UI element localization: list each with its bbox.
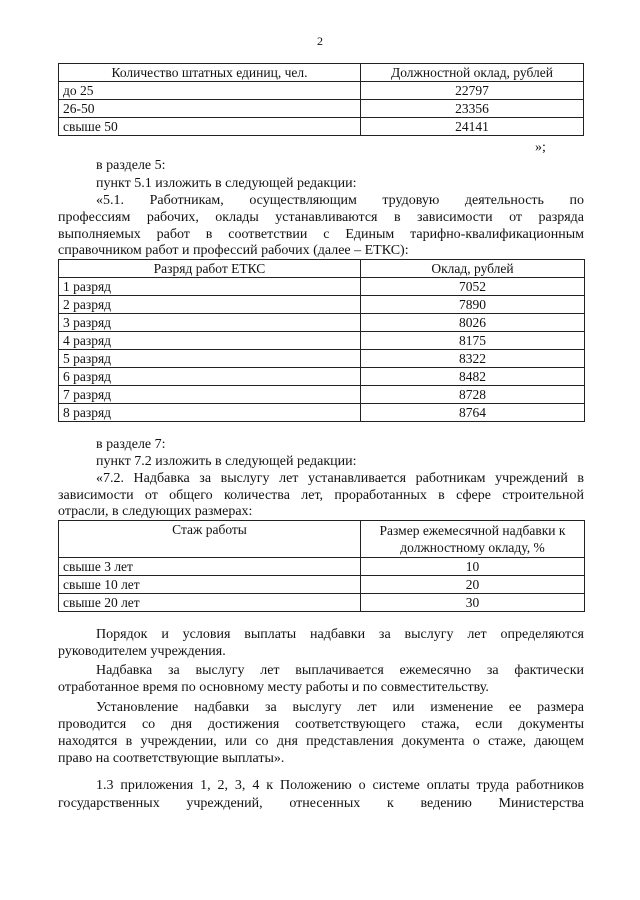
- table-row: [59, 314, 585, 332]
- table-row: [59, 404, 585, 422]
- column-header: Разряд работ ЕТКС: [59, 260, 361, 278]
- table-cell: 8 разряд: [59, 404, 361, 422]
- table-cell: 7890: [361, 296, 585, 314]
- table-cell: 5 разряд: [59, 350, 361, 368]
- paragraph-line: руководителем учреждения.: [58, 644, 226, 659]
- etks-salary-table: [58, 259, 585, 422]
- table-cell: 2 разряд: [59, 296, 361, 314]
- table-cell: 23356: [361, 100, 584, 118]
- table-cell: 26-50: [59, 100, 361, 118]
- column-header: [361, 521, 585, 558]
- column-header: Количество штатных единиц, чел.: [59, 64, 361, 82]
- table-row: [59, 350, 585, 368]
- table-header-row: [59, 64, 584, 82]
- page-number: 2: [317, 34, 323, 48]
- section7-item: пункт 7.2 изложить в следующей редакции:: [96, 454, 357, 469]
- section5-item: пункт 5.1 изложить в следующей редакции:: [96, 176, 357, 191]
- table-cell: 20: [361, 576, 585, 594]
- paragraph-line: отработанное время по основному месту работы и по совместительству.: [58, 680, 489, 695]
- table-cell: 8764: [361, 404, 585, 422]
- table-cell: свыше 3 лет: [59, 558, 361, 576]
- staff-salary-table: [58, 63, 584, 136]
- column-header-line: Размер ежемесячной надбавки к: [379, 523, 566, 538]
- table-cell: 7052: [361, 278, 585, 296]
- table-cell: свыше 20 лет: [59, 594, 361, 612]
- column-header: Оклад, рублей: [361, 260, 585, 278]
- table-cell: 8322: [361, 350, 585, 368]
- table-cell: 10: [361, 558, 585, 576]
- paragraph-line: 1.3 приложения 1, 2, 3, 4 к Положению о системе оплаты труда работников: [96, 778, 584, 793]
- section7-paragraph-line: отрасли, в следующих размерах:: [58, 504, 253, 519]
- table-row: [59, 594, 585, 612]
- table-cell: до 25: [59, 82, 361, 100]
- table-cell: 22797: [361, 82, 584, 100]
- section5-paragraph-line: профессиям рабочих, оклады устанавливаются в зависимости от разряда: [58, 210, 584, 225]
- table-row: [59, 118, 584, 136]
- paragraph-line: Установление надбавки за выслугу лет или изменение ее размера: [96, 700, 584, 715]
- table-header-row: [59, 260, 585, 278]
- table-cell: свыше 10 лет: [59, 576, 361, 594]
- table-cell: 8026: [361, 314, 585, 332]
- table-cell: 30: [361, 594, 585, 612]
- table-cell: 7 разряд: [59, 386, 361, 404]
- section5-heading: в разделе 5:: [96, 158, 166, 173]
- table-header-row: [59, 521, 585, 558]
- section5-paragraph-line: справочником работ и профессий рабочих (далее – ЕТКС):: [58, 243, 409, 258]
- table-row: [59, 386, 585, 404]
- table-row: [59, 296, 585, 314]
- table-cell: 6 разряд: [59, 368, 361, 386]
- column-header-line: должностному окладу, %: [400, 540, 545, 555]
- table-cell: 24141: [361, 118, 584, 136]
- table-cell: 8175: [361, 332, 585, 350]
- paragraph-line: Порядок и условия выплаты надбавки за выслугу лет определяются: [96, 627, 584, 642]
- table-row: [59, 82, 584, 100]
- paragraph-line: Надбавка за выслугу лет выплачивается ежемесячно за фактически: [96, 663, 584, 678]
- table-row: [59, 278, 585, 296]
- section5-paragraph-line: выполняемых работ в соответствии с Единым тарифно-квалификационным: [58, 227, 584, 242]
- table-row: [59, 332, 585, 350]
- column-header: Должностной оклад, рублей: [361, 64, 584, 82]
- paragraph-line: проводится со дня достижения соответствующего стажа, если документы: [58, 717, 584, 732]
- table-row: [59, 576, 585, 594]
- paragraph-line: находятся в учреждении, или со дня представления документа о стаже, дающем: [58, 734, 584, 749]
- table-row: [59, 100, 584, 118]
- table-cell: 8728: [361, 386, 585, 404]
- column-header: Стаж работы: [59, 521, 361, 558]
- table-cell: свыше 50: [59, 118, 361, 136]
- table-cell: 4 разряд: [59, 332, 361, 350]
- table-row: [59, 368, 585, 386]
- table-row: [59, 558, 585, 576]
- section5-paragraph-line: «5.1. Работникам, осуществляющим трудовую деятельность по: [96, 193, 584, 208]
- section7-heading: в разделе 7:: [96, 437, 166, 452]
- section7-paragraph-line: «7.2. Надбавка за выслугу лет устанавливается работникам учреждений в: [96, 471, 584, 486]
- closing-quote: »;: [535, 140, 546, 155]
- table-cell: 3 разряд: [59, 314, 361, 332]
- table-cell: 8482: [361, 368, 585, 386]
- table-cell: 1 разряд: [59, 278, 361, 296]
- paragraph-line: государственных учреждений, отнесенных к ведению Министерства: [58, 796, 584, 811]
- paragraph-line: право на соответствующие выплаты».: [58, 751, 285, 766]
- section7-paragraph-line: зависимости от общего количества лет, проработанных в сфере строительной: [58, 488, 584, 503]
- seniority-bonus-table: [58, 520, 585, 612]
